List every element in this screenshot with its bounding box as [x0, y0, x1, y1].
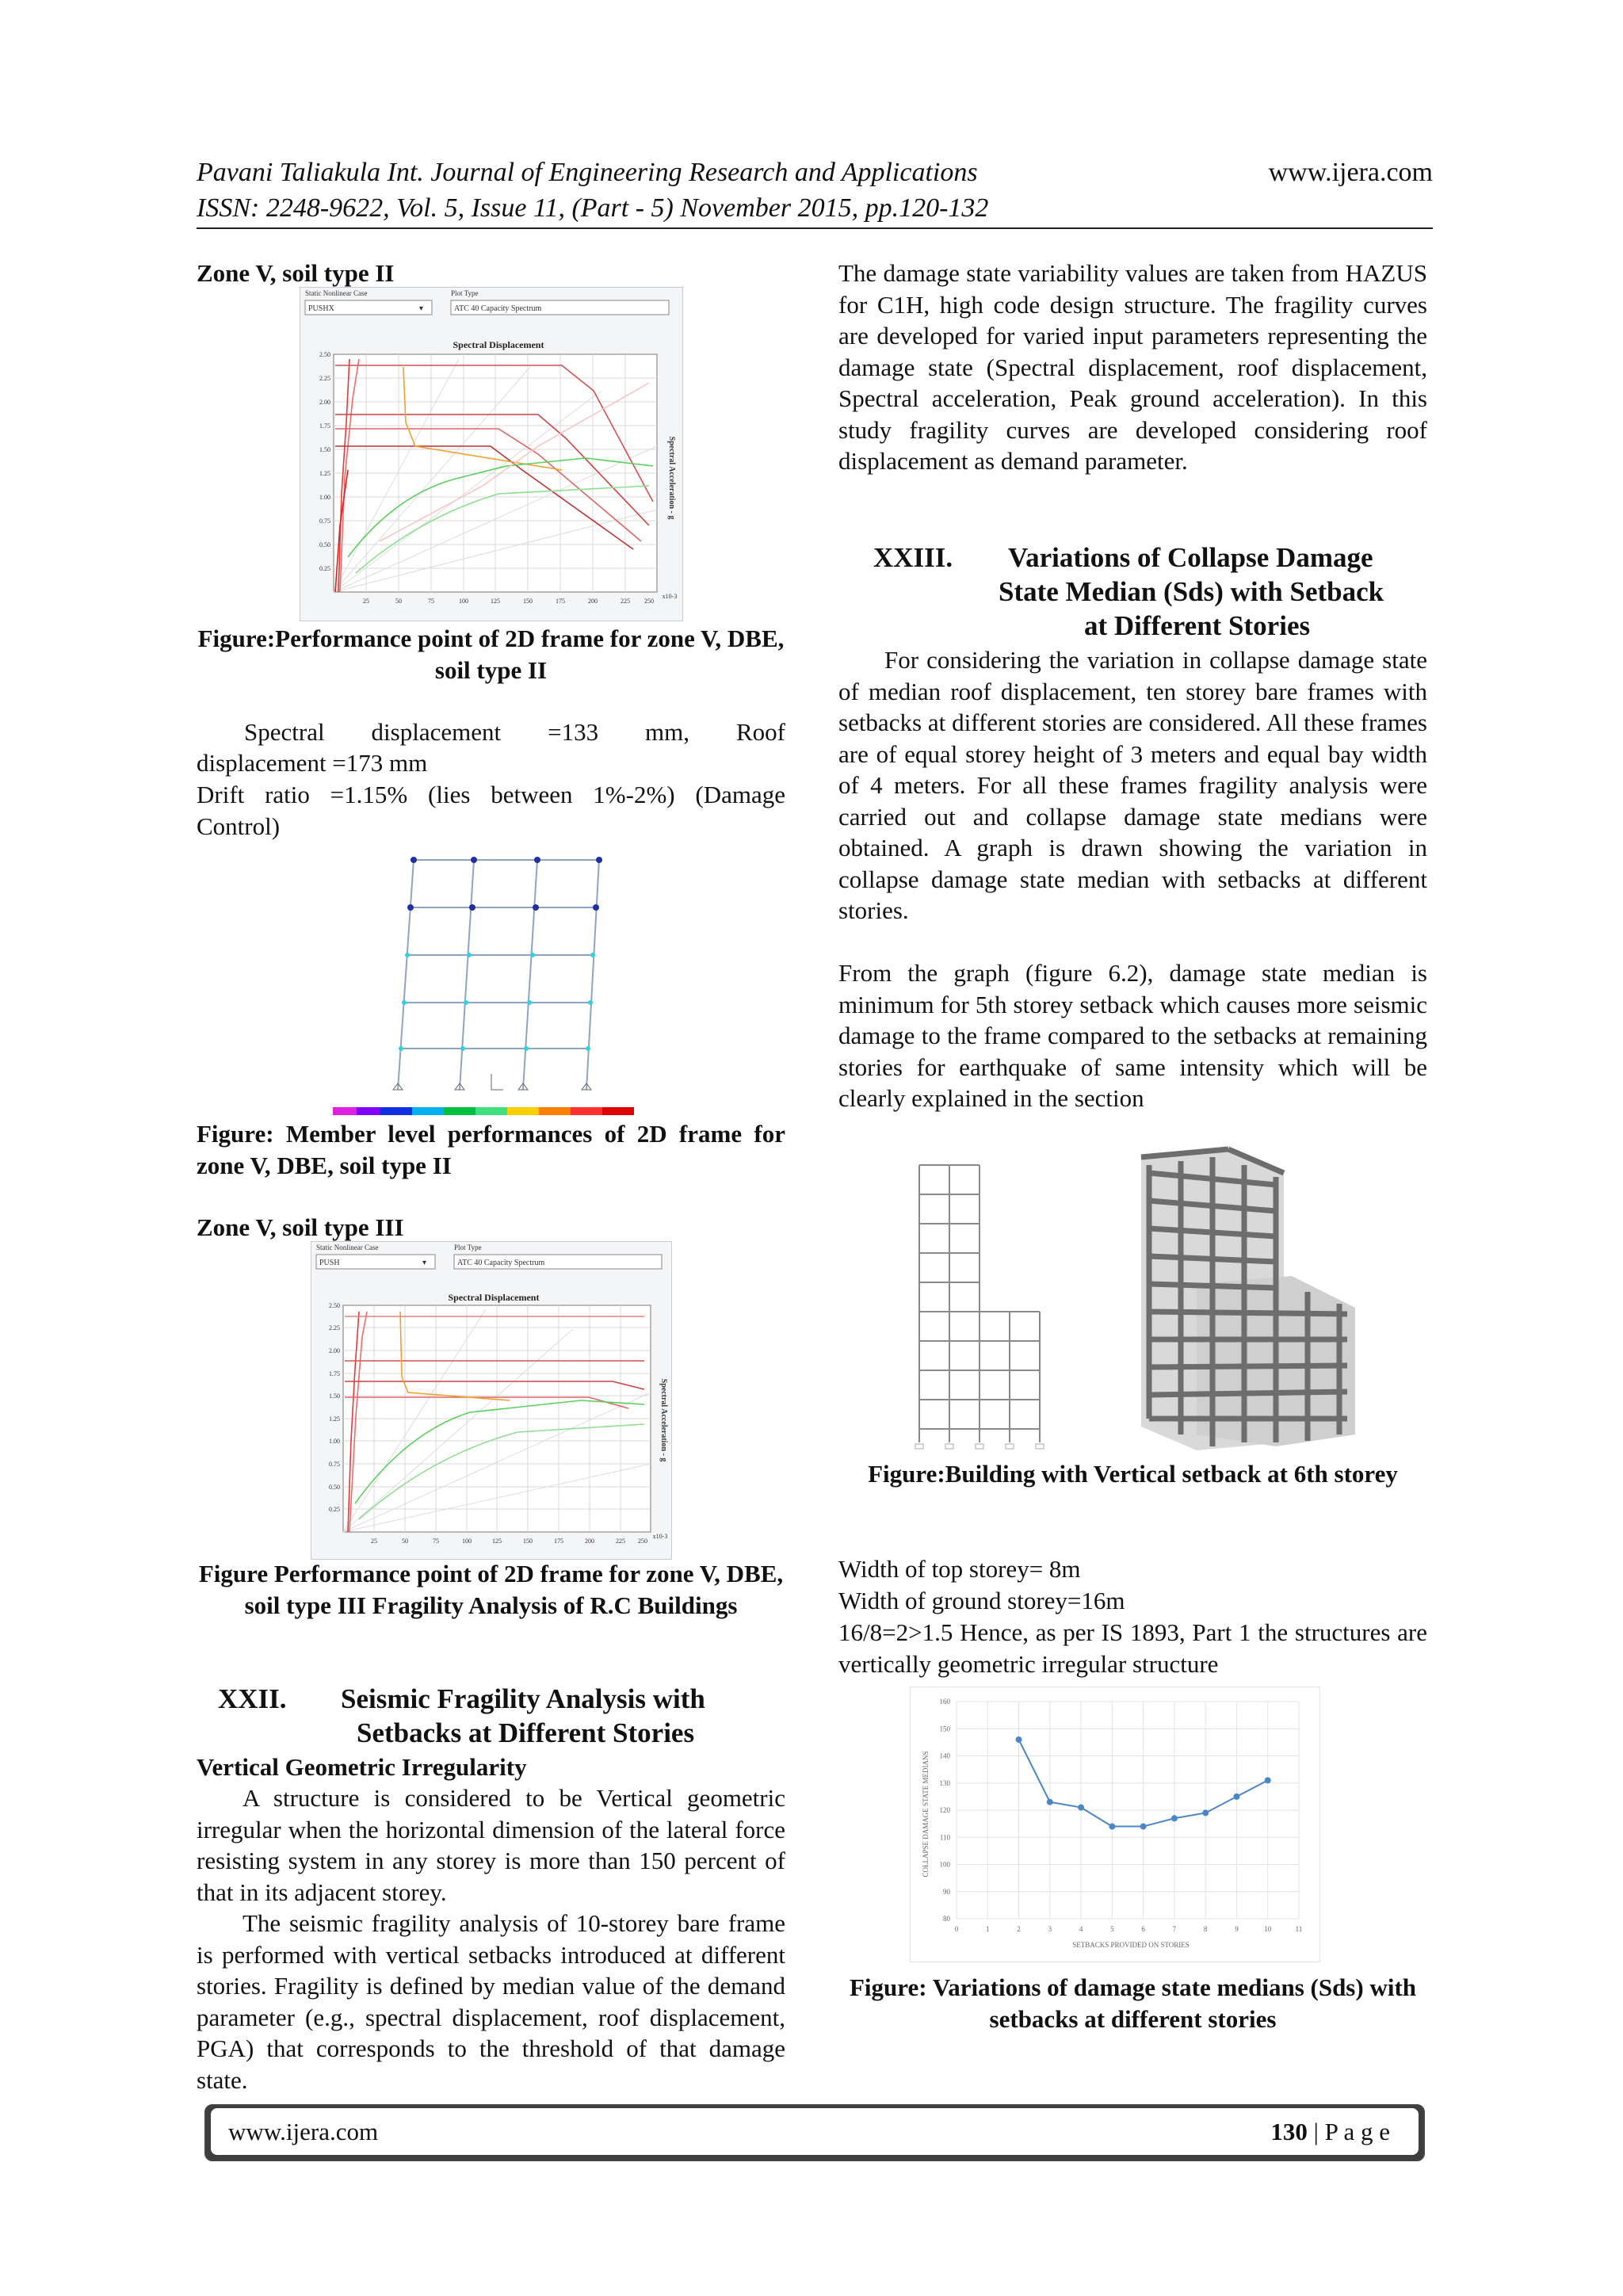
svg-text:125: 125 — [491, 598, 500, 605]
svg-text:75: 75 — [428, 598, 434, 605]
svg-text:0.75: 0.75 — [319, 518, 330, 525]
figure-member-level-frame — [325, 852, 658, 1120]
svg-text:0.50: 0.50 — [329, 1484, 340, 1491]
data-point — [1265, 1777, 1271, 1783]
svg-text:PUSH: PUSH — [319, 1259, 340, 1267]
figure-capacity-spectrum-soil2 — [300, 287, 683, 621]
width-ground-storey: Width of ground storey=16m — [838, 1587, 1125, 1614]
svg-text:200: 200 — [588, 598, 598, 605]
svg-text:225: 225 — [621, 598, 630, 605]
svg-text:1.00: 1.00 — [329, 1438, 340, 1445]
data-point — [1047, 1799, 1053, 1805]
sec22-title-line2: Setbacks at Different Stories — [357, 1717, 695, 1748]
x-tick-label: 5 — [1110, 1925, 1114, 1933]
case-value: PUSHX — [308, 304, 334, 313]
svg-text:25: 25 — [371, 1538, 377, 1545]
data-point — [1016, 1736, 1022, 1743]
header-journal: Pavani Taliakula Int. Journal of Engineering Research and Applications — [197, 158, 978, 187]
data-point — [1233, 1794, 1239, 1800]
para-graph-discussion: From the graph (figure 6.2), damage state median is minimum for 5th storey setback which causes more seismic damage to the frame compared to the setbacks at remaining stories for earthquake of same intensity which will be clearly explained in the section — [838, 959, 1427, 1112]
chart-xlabel: SETBACKS PROVIDED ON STORIES — [1072, 1941, 1190, 1949]
svg-text:Static Nonlinear Case: Static Nonlinear Case — [316, 1244, 379, 1251]
svg-text:2.50: 2.50 — [329, 1302, 340, 1309]
svg-text:1.00: 1.00 — [319, 494, 330, 501]
x-tick-label: 8 — [1203, 1925, 1208, 1933]
x-tick-label: 1 — [986, 1925, 990, 1933]
svg-text:1.50: 1.50 — [329, 1392, 340, 1400]
data-point — [1171, 1815, 1178, 1821]
para-roof: displacement =173 mm — [197, 749, 428, 777]
plot-title: Spectral Displacement — [453, 339, 544, 350]
plot-type-label: Plot Type — [451, 289, 479, 297]
svg-text:150: 150 — [523, 598, 533, 605]
svg-text:50: 50 — [395, 598, 402, 605]
svg-text:225: 225 — [616, 1538, 625, 1545]
page-number — [1270, 2118, 1390, 2146]
svg-text:ATC 40 Capacity Spectrum: ATC 40 Capacity Spectrum — [457, 1259, 545, 1267]
sec23-number: XXIII. — [873, 542, 953, 573]
svg-text:0.25: 0.25 — [319, 565, 330, 572]
y-tick-label: 130 — [939, 1778, 950, 1787]
svg-text:150: 150 — [523, 1538, 533, 1545]
plot-type-value: ATC 40 Capacity Spectrum — [454, 304, 542, 313]
svg-text:2.25: 2.25 — [329, 1324, 340, 1331]
figure4-caption: Figure:Building with Vertical setback at 6th storey — [868, 1460, 1398, 1488]
svg-text:125: 125 — [492, 1538, 502, 1545]
y-tick-label: 80 — [943, 1915, 950, 1923]
svg-text:1.25: 1.25 — [329, 1415, 340, 1423]
chevron-down-icon: ▾ — [422, 1259, 427, 1267]
svg-text:100: 100 — [462, 1538, 472, 1545]
svg-text:25: 25 — [363, 598, 369, 605]
page-number-value: 130 — [1270, 2118, 1308, 2145]
y-tick-label: 90 — [943, 1887, 950, 1896]
y-tick-label: 150 — [939, 1725, 950, 1733]
para-hazus: The damage state variability values are taken from HAZUS for C1H, high code design structure. The fragility curves are developed for varied input parameters representing the damage state (Spectral displacement, roof displacement, Spectral acceleration, Peak ground acceleration). In this study fragility curves are developed considering roof displacement as demand parameter. — [838, 259, 1427, 475]
svg-text:2.25: 2.25 — [319, 375, 330, 382]
header-site[interactable]: www.ijera.com — [1268, 158, 1433, 187]
svg-text:x10-3: x10-3 — [652, 1533, 668, 1540]
para-vertical-irregular: A structure is considered to be Vertical geometric irregular when the horizontal dimension of the lateral force resisting system in any storey is more than 150 percent of that in its adjacent storey. — [197, 1784, 785, 1906]
capacity-spectrum-plot-2 — [311, 1242, 671, 1559]
header-rule — [197, 227, 1433, 229]
svg-text:100: 100 — [459, 598, 468, 605]
y-tick-label: 110 — [939, 1833, 950, 1842]
case-label: Static Nonlinear Case — [305, 289, 368, 297]
svg-text:1.75: 1.75 — [319, 422, 330, 430]
para-drift: Drift ratio =1.15% (lies between 1%-2%) (Damage Control) — [197, 781, 785, 840]
x-tick-label: 10 — [1264, 1925, 1272, 1933]
figure-setback-building — [911, 1141, 1363, 1458]
x-tick-label: 6 — [1141, 1925, 1145, 1933]
svg-text:Spectral Displacement: Spectral Displacement — [448, 1292, 540, 1303]
y-tick-label: 160 — [939, 1698, 950, 1706]
header-issn: ISSN: 2248-9622, Vol. 5, Issue 11, (Part - 5) November 2015, pp.120-132 — [197, 193, 989, 223]
figure2-caption: Figure: Member level performances of 2D frame for zone V, DBE, soil type II — [197, 1120, 785, 1179]
figure-capacity-spectrum-soil3 — [311, 1241, 672, 1560]
width-top-storey: Width of top storey= 8m — [838, 1555, 1081, 1583]
x-tick-label: 2 — [1017, 1925, 1021, 1933]
svg-text:0.75: 0.75 — [329, 1461, 340, 1468]
x-tick-label: 3 — [1048, 1925, 1052, 1933]
page-word: | P a g e — [1313, 2118, 1390, 2145]
svg-text:250: 250 — [644, 598, 654, 605]
running-header — [197, 155, 1433, 226]
zone3-title: Zone V, soil type III — [197, 1213, 404, 1241]
svg-text:1.50: 1.50 — [319, 446, 330, 453]
sec23-title-line2: State Median (Sds) with Setback — [999, 576, 1384, 607]
sec22-number: XXII. — [218, 1683, 287, 1714]
figure5-caption: Figure: Variations of damage state medians (Sds) with setbacks at different stories — [849, 1973, 1417, 2033]
y-tick-label: 100 — [939, 1860, 950, 1869]
x-tick-label: 9 — [1235, 1925, 1239, 1933]
setback-building-drawing — [911, 1141, 1363, 1458]
data-point — [1078, 1805, 1084, 1811]
para-spectral: Spectral displacement =133 mm, Roof — [244, 718, 785, 746]
svg-text:2.00: 2.00 — [329, 1347, 340, 1354]
svg-text:1.25: 1.25 — [319, 470, 330, 477]
para-collapse-variation: For considering the variation in collapse damage state of median roof displacement, ten storey bare frames with setbacks at different stories are considered. All these frames are of equal storey height of 3 meters and equal bay width of 4 meters. For all these frames fragility analysis were carried out and collapse damage state medians were obtained. A graph is drawn showing the variation in collapse damage state median with setbacks at different stories. — [838, 646, 1427, 924]
svg-text:0.50: 0.50 — [319, 541, 330, 548]
svg-text:0.25: 0.25 — [329, 1506, 340, 1513]
x-tick-label: 7 — [1172, 1925, 1177, 1933]
3d-building-render — [1141, 1149, 1355, 1450]
sec23-title-line1: Variations of Collapse Damage — [1008, 542, 1373, 573]
svg-text:200: 200 — [585, 1538, 594, 1545]
svg-text:Spectral Acceleration - g: Spectral Acceleration - g — [659, 1378, 668, 1462]
damage-median-line-chart — [911, 1687, 1319, 1962]
svg-text:250: 250 — [638, 1538, 647, 1545]
plot-ylabel: Spectral Acceleration - g — [667, 436, 676, 520]
subsection-title: Vertical Geometric Irregularity — [197, 1753, 527, 1781]
figure-damage-median-chart — [910, 1687, 1320, 1962]
svg-text:175: 175 — [556, 598, 565, 605]
page-footer — [204, 2104, 1425, 2161]
capacity-spectrum-plot — [300, 288, 682, 621]
sec23-title-line3: at Different Stories — [1084, 610, 1311, 641]
frame-drawing — [325, 852, 658, 1120]
y-tick-label: 120 — [939, 1806, 950, 1814]
svg-text:2.00: 2.00 — [319, 399, 330, 406]
x-tick-label: 11 — [1295, 1925, 1303, 1933]
data-point — [1202, 1809, 1209, 1816]
svg-text:175: 175 — [554, 1538, 563, 1545]
svg-text:50: 50 — [402, 1538, 408, 1545]
footer-site-link[interactable]: www.ijera.com — [228, 2118, 379, 2145]
data-point — [1109, 1824, 1115, 1830]
svg-text:x10-3: x10-3 — [662, 593, 678, 600]
chevron-down-icon: ▾ — [419, 304, 424, 313]
para-irregular-ratio: 16/8=2>1.5 Hence, as per IS 1893, Part 1 the structures are vertically geometric irregular structure — [838, 1618, 1427, 1678]
zone2-title: Zone V, soil type II — [197, 259, 395, 287]
figure3-caption: Figure Performance point of 2D frame for zone V, DBE, soil type III Fragility Analysis of R.C Buildings — [198, 1560, 784, 1619]
figure1-caption: Figure:Performance point of 2D frame for zone V, DBE, soil type II — [197, 625, 785, 684]
data-point — [1140, 1824, 1147, 1830]
svg-text:1.75: 1.75 — [329, 1370, 340, 1377]
x-tick-label: 0 — [954, 1925, 959, 1933]
para-fragility-analysis: The seismic fragility analysis of 10-storey bare frame is performed with vertical setbacks introduced at different stories. Fragility is defined by median value of the demand parameter (e.g., spectral displacement, roof displacement, PGA) that corresponds to the threshold of that damage state. — [197, 1909, 785, 2094]
svg-text:75: 75 — [433, 1538, 439, 1545]
x-tick-label: 4 — [1079, 1925, 1083, 1933]
svg-text:2.50: 2.50 — [319, 351, 330, 358]
sec22-title-line1: Seismic Fragility Analysis with — [341, 1683, 705, 1714]
svg-text:Plot Type: Plot Type — [454, 1244, 482, 1251]
y-tick-label: 140 — [939, 1752, 950, 1760]
chart-ylabel: COLLAPSE DAMAGE STATE MEDIANS — [922, 1751, 930, 1878]
